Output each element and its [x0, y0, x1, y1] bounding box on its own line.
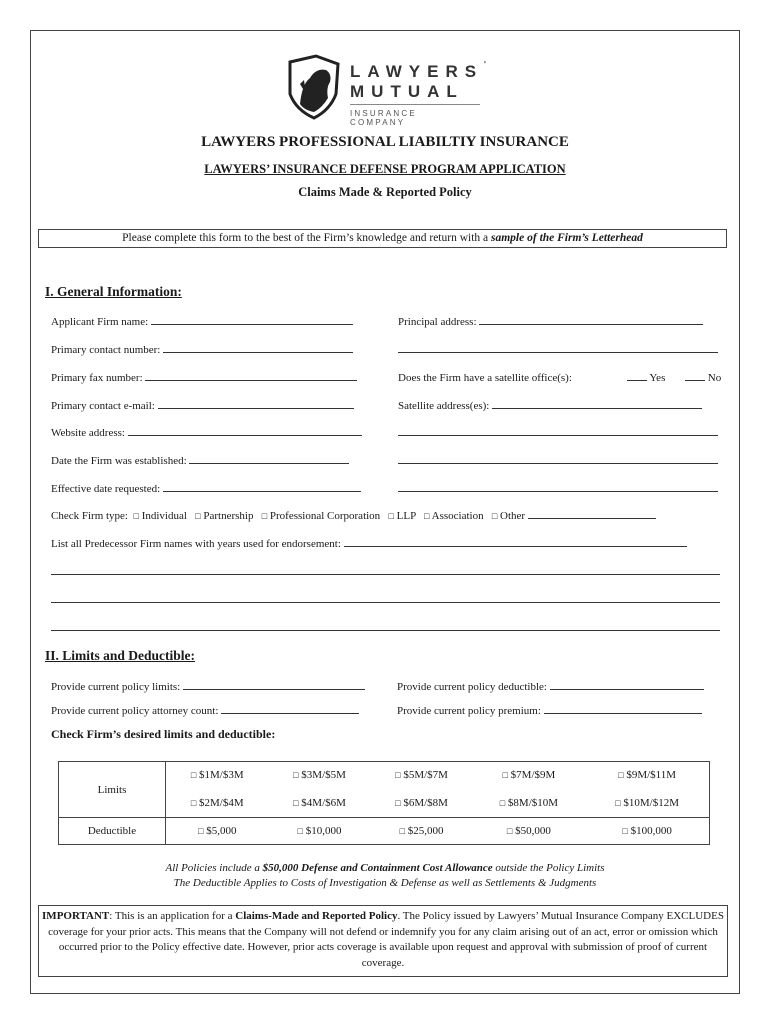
- important-label: IMPORTANT: [42, 910, 110, 922]
- satellite-address-line-2-blank[interactable]: [398, 434, 718, 436]
- applicant-firm-name-label: Applicant Firm name:: [51, 316, 149, 328]
- limit-option[interactable]: [585, 762, 709, 789]
- satellite-address-line-4-blank[interactable]: [398, 490, 718, 492]
- firm-type-option-label: Partnership: [203, 510, 254, 522]
- policy-note-line-1: [0, 862, 770, 874]
- date-established-label: Date the Firm was established:: [51, 455, 187, 467]
- firm-type-row: [51, 510, 656, 522]
- website-address-line[interactable]: [128, 434, 362, 436]
- current-deductible-label: Provide current policy deductible:: [397, 681, 547, 693]
- limit-option-label: $3M/$5M: [301, 769, 346, 782]
- satellite-question-label: Does the Firm have a satellite office(s):: [398, 372, 572, 384]
- predecessor-line-4[interactable]: [51, 622, 720, 634]
- limits-table: [58, 761, 710, 845]
- effective-date-label: Effective date requested:: [51, 483, 161, 495]
- satellite-addresses-line[interactable]: [492, 407, 702, 409]
- firm-type-option-label: LLP: [396, 510, 416, 522]
- website-address-label: Website address:: [51, 427, 125, 439]
- current-limits-line[interactable]: [183, 688, 365, 690]
- primary-fax-number-label: Primary fax number:: [51, 372, 143, 384]
- predecessor-firms-line[interactable]: [344, 545, 687, 547]
- satellite-no-line[interactable]: [685, 379, 705, 381]
- deductible-option[interactable]: [166, 818, 269, 845]
- primary-contact-number-line[interactable]: [163, 351, 353, 353]
- checkbox-icon[interactable]: □: [615, 797, 621, 808]
- applicant-firm-name-line[interactable]: [151, 323, 353, 325]
- predecessor-line-2[interactable]: [51, 566, 720, 578]
- checkbox-icon[interactable]: □: [395, 770, 401, 781]
- logo-divider: [350, 104, 480, 105]
- checkbox-icon[interactable]: □: [261, 511, 268, 521]
- important-pre: : This is an application for a: [109, 910, 236, 922]
- predecessor-line-2-blank[interactable]: [51, 573, 720, 575]
- attorney-count-field[interactable]: [51, 705, 359, 717]
- limits-heading: II. Limits and Deductible:: [45, 648, 196, 663]
- limit-option-label: $2M/$4M: [199, 796, 244, 809]
- date-established-line[interactable]: [189, 462, 349, 464]
- primary-contact-email-label: Primary contact e-mail:: [51, 400, 155, 412]
- logo-line-3: INSURANCE COMPANY: [350, 109, 417, 127]
- deductible-option-label: $50,000: [515, 825, 551, 837]
- firm-type-individual[interactable]: [131, 510, 187, 522]
- instructions-text: Please complete this form to the best of the Firm’s knowledge and return with a: [122, 232, 492, 244]
- firm-type-llp[interactable]: [383, 510, 416, 522]
- desired-limits-label: Check Firm’s desired limits and deductible:: [51, 727, 276, 741]
- checkbox-icon[interactable]: □: [491, 511, 498, 521]
- checkbox-icon[interactable]: □: [297, 826, 303, 836]
- deductible-label-cell: Deductible: [59, 818, 166, 845]
- deductible-option[interactable]: [473, 818, 586, 845]
- limits-row-1: [59, 762, 710, 789]
- satellite-addresses-label: Satellite address(es):: [398, 400, 490, 412]
- principal-address-line-2[interactable]: [398, 344, 718, 356]
- deductible-option[interactable]: [269, 818, 371, 845]
- satellite-address-line-4[interactable]: [398, 483, 718, 495]
- satellite-address-line-3-blank[interactable]: [398, 462, 718, 464]
- satellite-address-line-3[interactable]: [398, 455, 718, 467]
- satellite-office-question: [398, 372, 572, 384]
- website-address-field[interactable]: [51, 427, 362, 439]
- current-limits-label: Provide current policy limits:: [51, 681, 181, 693]
- predecessor-firms-field[interactable]: [51, 538, 687, 550]
- firm-type-option-label: Individual: [141, 510, 187, 522]
- current-limits-field[interactable]: [51, 681, 365, 693]
- principal-address-line[interactable]: [479, 323, 703, 325]
- satellite-no-label: No: [707, 372, 722, 384]
- checkbox-icon[interactable]: □: [293, 797, 299, 808]
- important-bold: Claims-Made and Reported Policy: [235, 910, 398, 922]
- checkbox-icon[interactable]: □: [190, 797, 197, 808]
- primary-fax-number-line[interactable]: [145, 379, 357, 381]
- applicant-firm-name-field[interactable]: [51, 316, 353, 328]
- limit-option-label: $5M/$7M: [403, 769, 448, 782]
- satellite-address-line-2[interactable]: [398, 427, 718, 439]
- limits-label-cell: Limits: [59, 762, 166, 818]
- attorney-count-label: Provide current policy attorney count:: [51, 705, 219, 717]
- checkbox-icon[interactable]: □: [506, 826, 513, 836]
- program-title: LAWYERS’ INSURANCE DEFENSE PROGRAM APPLICATION: [204, 162, 566, 176]
- policy-title: Claims Made & Reported Policy: [298, 185, 472, 199]
- limit-option-label: $1M/$3M: [199, 769, 244, 782]
- current-premium-label: Provide current policy premium:: [397, 705, 541, 717]
- important-text: . The Policy issued by Lawyers’ Mutual Insurance Company EXCLUDES coverage for your prior acts. This means that the Company will not defend or indemnify you for any claim arising out of an act, error or omission which occurred prior to the Policy effective date. However, prior acts coverage is available upon request and approval with submission of proof of current coverage.: [48, 910, 724, 969]
- checkbox-icon[interactable]: □: [502, 770, 508, 781]
- checkbox-icon[interactable]: □: [293, 770, 299, 781]
- primary-contact-number-field[interactable]: [51, 344, 353, 356]
- policy-note-post: outside the Policy Limits: [492, 862, 605, 874]
- important-notice-box: [38, 905, 728, 977]
- limit-option[interactable]: [585, 789, 709, 818]
- firm-type-professional-corporation[interactable]: [256, 510, 380, 522]
- satellite-yes-option[interactable]: [627, 372, 665, 384]
- limit-option[interactable]: [473, 762, 586, 789]
- checkbox-icon[interactable]: □: [399, 826, 406, 836]
- checkbox-icon[interactable]: □: [190, 770, 197, 781]
- primary-fax-number-field[interactable]: [51, 372, 357, 384]
- current-premium-line[interactable]: [544, 712, 702, 714]
- deductible-option-label: $100,000: [630, 825, 672, 837]
- limit-option[interactable]: [166, 789, 269, 818]
- satellite-yes-label: Yes: [649, 372, 666, 384]
- instructions-box: [38, 229, 727, 248]
- limit-option[interactable]: [371, 789, 473, 818]
- firm-type-partnership[interactable]: [190, 510, 254, 522]
- checkbox-icon[interactable]: □: [195, 511, 201, 521]
- effective-date-field[interactable]: [51, 483, 361, 495]
- deductible-option[interactable]: [371, 818, 473, 845]
- firm-type-association[interactable]: [419, 510, 484, 522]
- checkbox-icon[interactable]: □: [198, 826, 204, 836]
- limit-option[interactable]: [166, 762, 269, 789]
- primary-contact-email-field[interactable]: [51, 400, 354, 412]
- limit-option-label: $10M/$12M: [623, 796, 680, 809]
- policy-note-line-2: The Deductible Applies to Costs of Investigation & Defense as well as Settlements & Judgments: [173, 877, 597, 889]
- checkbox-icon[interactable]: □: [388, 511, 394, 521]
- limit-option-label: $6M/$8M: [403, 796, 448, 809]
- satellite-yes-line[interactable]: [627, 379, 647, 381]
- current-deductible-line[interactable]: [550, 688, 704, 690]
- limit-option[interactable]: [371, 762, 473, 789]
- primary-contact-email-line[interactable]: [158, 407, 354, 409]
- deductible-option-label: $25,000: [407, 825, 444, 837]
- checkbox-icon[interactable]: □: [618, 770, 624, 781]
- logo-line-1: LAWYERS: [350, 62, 484, 81]
- general-info-heading: I. General Information:: [45, 284, 182, 299]
- predecessor-firms-label: List all Predecessor Firm names with years used for endorsement:: [51, 538, 341, 550]
- policy-note-pre: All Policies include a: [165, 862, 263, 874]
- firm-type-option-label: Association: [431, 510, 484, 522]
- principal-address-line-2-blank[interactable]: [398, 351, 718, 353]
- limit-option-label: $7M/$9M: [510, 769, 556, 782]
- checkbox-icon[interactable]: □: [133, 511, 139, 521]
- limit-option-label: $4M/$6M: [301, 796, 346, 809]
- predecessor-line-3-blank[interactable]: [51, 601, 720, 603]
- logo-line-2: MUTUAL: [350, 82, 464, 101]
- deductible-option-label: $5,000: [206, 825, 237, 837]
- satellite-no-option[interactable]: [685, 372, 721, 384]
- firm-type-other[interactable]: [486, 510, 525, 522]
- limit-option[interactable]: [473, 789, 586, 818]
- effective-date-line[interactable]: [163, 490, 361, 492]
- date-established-field[interactable]: [51, 455, 349, 467]
- limit-option-label: $9M/$11M: [626, 769, 677, 782]
- logo-mark: ': [484, 60, 486, 71]
- predecessor-line-3[interactable]: [51, 594, 720, 606]
- checkbox-icon[interactable]: □: [424, 511, 430, 521]
- firm-type-option-label: Other: [500, 510, 526, 522]
- satellite-addresses-field[interactable]: [398, 400, 702, 412]
- page-title: LAWYERS PROFESSIONAL LIABILTIY INSURANCE: [201, 134, 569, 150]
- checkbox-icon[interactable]: □: [622, 826, 628, 836]
- primary-contact-number-label: Primary contact number:: [51, 344, 161, 356]
- limit-option[interactable]: [269, 789, 371, 818]
- limit-option-label: $8M/$10M: [507, 796, 559, 809]
- current-deductible-field[interactable]: [397, 681, 704, 693]
- checkbox-icon[interactable]: □: [499, 797, 506, 808]
- deductible-option-label: $10,000: [305, 825, 342, 837]
- deductible-option[interactable]: [585, 818, 709, 845]
- principal-address-field[interactable]: [398, 316, 703, 328]
- predecessor-line-4-blank[interactable]: [51, 629, 720, 631]
- deductible-row: [59, 818, 710, 845]
- principal-address-label: Principal address:: [398, 316, 477, 328]
- instructions-emphasis: sample of the Firm’s Letterhead: [491, 232, 643, 244]
- limit-option[interactable]: [269, 762, 371, 789]
- attorney-count-line[interactable]: [221, 712, 359, 714]
- firm-type-label: Check Firm type:: [51, 510, 128, 522]
- policy-note-bold: $50,000 Defense and Containment Cost Allowance: [262, 862, 493, 874]
- firm-type-other-line[interactable]: [528, 517, 656, 519]
- current-premium-field[interactable]: [397, 705, 702, 717]
- firm-type-option-label: Professional Corporation: [269, 510, 381, 522]
- checkbox-icon[interactable]: □: [395, 797, 401, 808]
